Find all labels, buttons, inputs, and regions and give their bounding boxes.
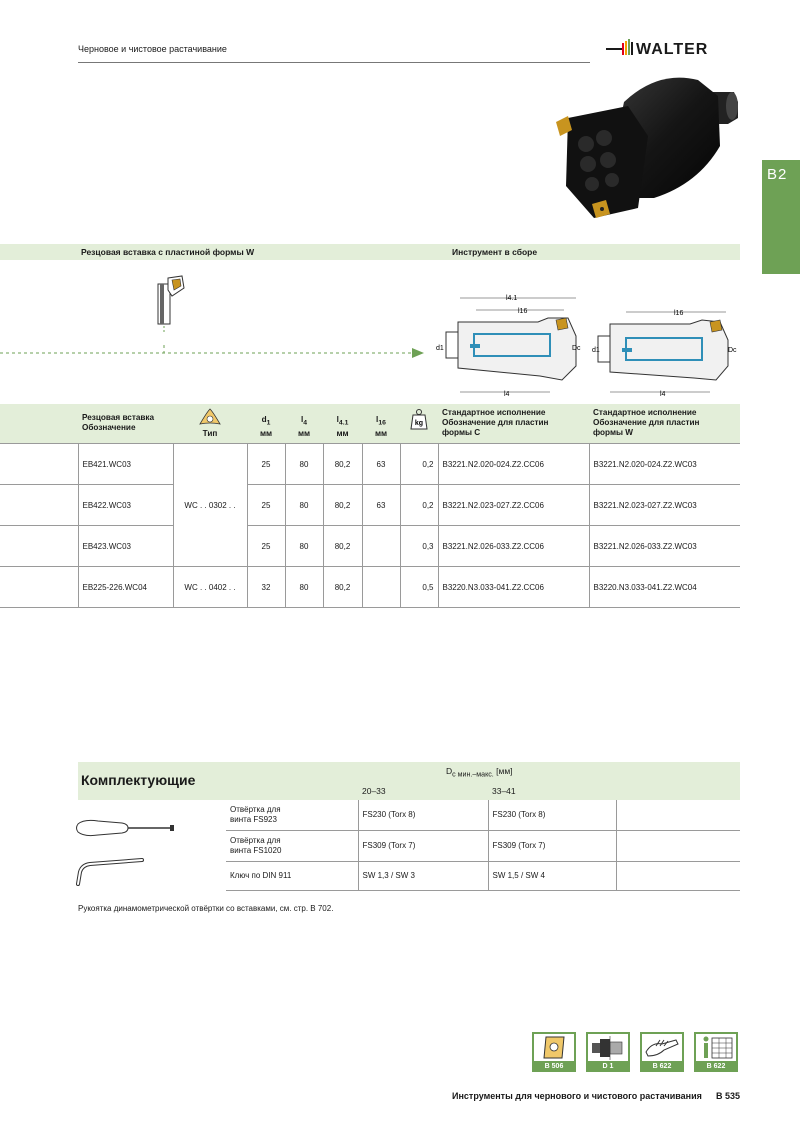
dim-d1-w: d1 [592,347,600,354]
page-number: B 535 [716,1091,741,1101]
ref-hand-wrench[interactable]: B 622 [640,1032,684,1072]
dim-dc: Dc [572,345,581,352]
col-std-w: Стандартное исполнение Обозначение для пластин формы W [589,404,740,444]
type-cell: WC . . 0302 . . [173,444,247,567]
footnote: Рукоятка динамометрической отвёртки со вставками, см. стр. B 702. [78,904,334,913]
spec-table [0,404,740,608]
assembly-flow-arrow [0,345,430,361]
designation-cell: EB422.WC03 [78,485,173,526]
col-weight [400,404,438,444]
accessory-name: Ключ по DIN 911 [226,861,358,890]
col-l41: $l_{4.1}$ мм [323,404,362,444]
insert-cartridge-drawing [150,272,190,332]
walter-logo [606,38,742,58]
dc-range-1: 20–33 [362,786,386,796]
header-divider [78,62,590,63]
col-designation: Резцовая вставка Обозначение [78,404,173,444]
designation-cell: EB421.WC03 [78,444,173,485]
accessory-row: Ключ по DIN 911 SW 1,3 / SW 3 SW 1,5 / SW 4 [226,861,740,890]
dim-d1: d1 [436,345,444,352]
insert-icon [534,1034,574,1061]
table-row: EB225-226.WC04 WC . . 0402 . . 32 80 80,2 0,5 B3220.N3.033-041.Z2.CC06 B3220.N3.033-041.Z2.WC04 [0,567,740,608]
accessory-name: Отвёртка для винта FS923 [226,800,358,830]
dim-l4: l4 [504,391,510,398]
trigon-insert-icon [199,408,221,426]
accessory-name: Отвёртка для винта FS1020 [226,830,358,861]
accessories-table [226,800,740,891]
col-d1: $d_1$ мм [247,404,285,444]
assembly-band-label: Инструмент в сборе [452,247,538,257]
dc-range-2: 33–41 [492,786,516,796]
dc-range-label: $D_{c мин.-макс.}$ [мм] [446,766,513,779]
adapter-icon [588,1034,628,1061]
col-std-c: Стандартное исполнение Обозначение для пластин формы C [438,404,589,444]
svg-text:kg: kg [414,420,424,427]
ref-info-table[interactable]: B 622 [694,1032,738,1072]
dim-l16: l16 [518,308,528,315]
assembly-drawing-c [430,288,590,400]
dim-l4-w: l4 [660,391,666,398]
designation-cell: EB423.WC03 [78,526,173,567]
brand-text: WALTER [636,41,709,58]
table-row: EB422.WC03 25 80 80,2 63 0,2 B3221.N2.023-027.Z2.CC06 B3221.N2.023-027.Z2.WC03 [0,485,740,526]
side-tab [762,160,800,274]
info-table-icon [696,1034,736,1061]
col-type [173,404,247,444]
section-title: Черновое и чистовое растачивание [78,44,227,54]
ref-insert[interactable]: B 506 [532,1032,576,1072]
accessories-title: Комплектующие [81,772,196,788]
hex-key-icon [74,856,146,888]
product-photo-boring-tool [548,66,744,230]
hand-wrench-icon [642,1034,682,1061]
designation-cell: EB225-226.WC04 [78,567,173,608]
accessory-row: Отвёртка для винта FS1020 FS309 (Torx 7) FS309 (Torx 7) [226,830,740,861]
table-row: EB421.WC03 WC . . 0302 . . 25 80 80,2 63 0,2 B3221.N2.020-024.Z2.CC06 B3221.N2.020-024.Z2.WC03 [0,444,740,485]
screwdriver-icon [74,816,178,840]
col-type-label: Тип [202,429,218,438]
dim-dc-w: Dc [728,347,737,354]
accessory-row: Отвёртка для винта FS923 FS230 (Torx 8) FS230 (Torx 8) [226,800,740,830]
footer-text: Инструменты для чернового и чистового растачивания [452,1091,702,1101]
ref-adapter[interactable]: D 1 [586,1032,630,1072]
assembly-drawing-w [590,296,740,400]
insert-band-label: Резцовая вставка с пластиной формы W [81,247,255,257]
dim-l41: l4.1 [506,295,518,302]
col-l4: $l_4$ мм [285,404,323,444]
side-tab-label: B2 [767,166,788,183]
type-cell: WC . . 0402 . . [173,567,247,608]
table-row: EB423.WC03 25 80 80,2 0,3 B3221.N2.026-033.Z2.CC06 B3221.N2.026-033.Z2.WC03 [0,526,740,567]
col-l16: $l_{16}$ мм [362,404,400,444]
dim-l16-w: l16 [674,310,684,317]
spec-header-row [0,404,740,444]
weight-icon [410,408,428,430]
